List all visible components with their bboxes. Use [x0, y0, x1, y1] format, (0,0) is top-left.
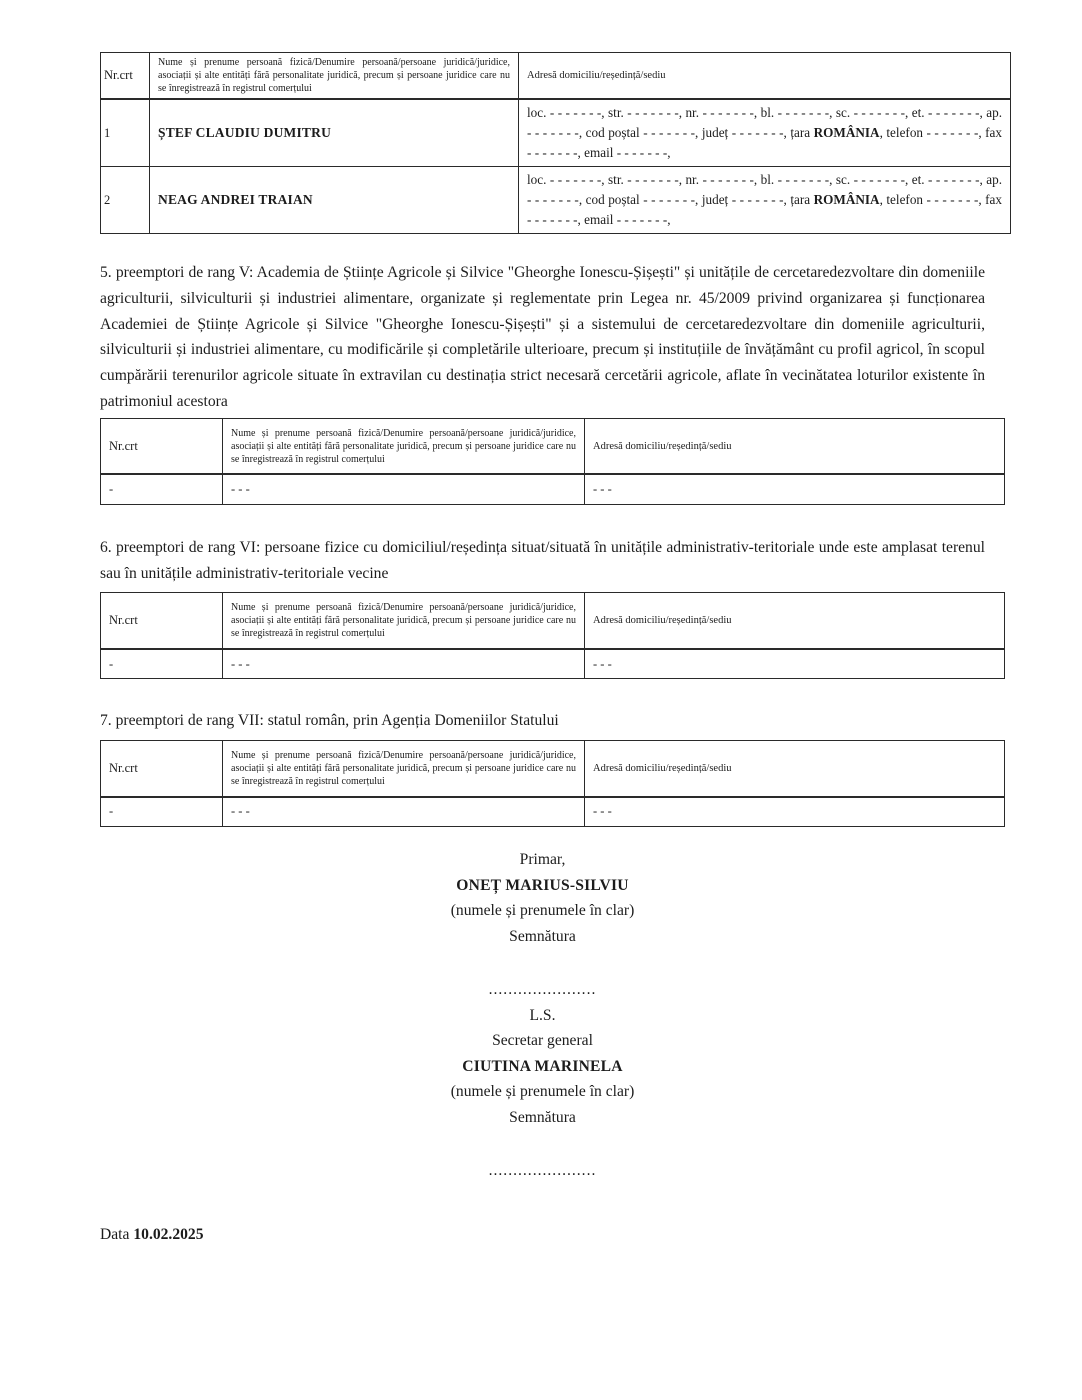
empty-name-cell: - - - [223, 649, 585, 679]
address-cell [519, 99, 1011, 167]
address-post: , telefon - - - - - - -, fax - - - - - - -, email - - - - - - -, [527, 125, 1002, 160]
empty-name-cell: - - - [223, 474, 585, 504]
table-header-nr: Nr.crt [101, 593, 223, 649]
table-header-nr: Nr.crt [101, 418, 223, 474]
table-header-name-text: Nume și prenume persoană fizică/Denumire persoană/persoane juridică/juridice, asociații și alte entități fără personalitate juridică, precum și persoane juridice care nu se înregistrează în registrul comerțului [231, 749, 576, 787]
table-header-nr: Nr.crt [101, 741, 223, 797]
table-header-name [223, 593, 585, 649]
table-header-address: Adresă domiciliu/reședință/sediu [585, 741, 1005, 797]
address-text [527, 170, 1002, 230]
person-name-cell [150, 167, 519, 234]
person-name-cell [150, 99, 519, 167]
row-number: 2 [101, 167, 150, 234]
table-header-name-text: Nume și prenume persoană fizică/Denumire persoană/persoane juridică/juridice, asociații și alte entități fără personalitate juridică, precum și persoane juridice care nu se înregistrează în registrul comerțului [231, 427, 576, 465]
secretary-title: Secretar general [492, 1032, 593, 1050]
empty-address-cell: - - - [585, 474, 1005, 504]
row-number: - [101, 797, 223, 827]
table-header-name-text: Nume și prenume persoană fizică/Denumire persoană/persoane juridică/juridice, asociații și alte entități fără personalitate juridică, precum și persoane juridice care nu se înregistrează în registrul comerțului [231, 602, 576, 640]
dots-line: ...................... [488, 981, 597, 999]
address-cell [519, 167, 1011, 234]
section-5-table [100, 418, 1005, 505]
address-pre: loc. - - - - - - -, str. - - - - - - -, nr. - - - - - - -, bl. - - - - - - -, sc. - - - - - - -, et. - - - - - - -, ap. - - - - - - -, cod poștal - - - - - - -, județ - - - - - - -, țara [527, 172, 1002, 207]
address-pre: loc. - - - - - - -, str. - - - - - - -, nr. - - - - - - -, bl. - - - - - - -, sc. - - - - - - -, et. - - - - - - -, ap. - - - - - - -, cod poștal - - - - - - -, județ - - - - - - -, țara [527, 105, 1002, 140]
table-row [101, 474, 1005, 504]
table-header-name [223, 741, 585, 797]
ls-label: L.S. [529, 1006, 556, 1024]
name-note: (numele și prenumele în clar) [450, 1083, 635, 1101]
section-6-paragraph: 6. preemptori de rang VI: persoane fizice cu domiciliul/reședința situat/situată în unitățile administrativ-teritoriale unde este amplasat terenul sau în unitățile administrativ-teritoriale vecine [100, 538, 985, 582]
address-country: ROMÂNIA [813, 125, 880, 140]
table-header-nr: Nr.crt [101, 53, 150, 100]
table-row [101, 649, 1005, 679]
table-header-row [101, 593, 1005, 649]
name-note: (numele și prenumele în clar) [450, 902, 635, 920]
empty-address-cell: - - - [585, 797, 1005, 827]
row-number: - [101, 474, 223, 504]
section-5-paragraph: 5. preemptori de rang V: Academia de Științe Agricole și Silvice "Gheorghe Ionescu-Șișești" și unitățile de cercetaredezvoltare din domeniile agriculturii, silviculturii și industriei alimentare, organizate și reglementate prin Legea nr. 45/2009 privind organizarea și funcționarea Academiei de Științe Agricole și Silvice "Gheorghe Ionescu-Șișești" și a sistemului de cercetaredezvoltare din domeniile agriculturii, silviculturii și industriei alimentare, cu modificările și completările ulterioare, precum și instituțiile de învățământ cu profil agricol, în scopul cumpărării terenurilor agricole situate în extravilan cu destinația strict necesară cercetării agricole, aflate în vecinătatea loturilor existente în patrimoniul acestora [100, 264, 985, 410]
address-post: , telefon - - - - - - -, fax - - - - - - -, email - - - - - - -, [527, 192, 1002, 227]
primar-title: Primar, [519, 851, 566, 869]
date-label: Data [100, 1225, 130, 1243]
section-7-table [100, 740, 1005, 827]
address-text [527, 103, 1002, 163]
secretary-name: CIUTINA MARINELA [462, 1057, 623, 1075]
dots-line: ...................... [488, 1162, 597, 1180]
signature-label: Semnătura [509, 927, 576, 945]
table-row [101, 99, 1011, 167]
row-number: - [101, 649, 223, 679]
section-7-paragraph: 7. preemptori de rang VII: statul român, prin Agenția Domeniilor Statului [100, 712, 559, 730]
section-6-table [100, 592, 1005, 679]
table-header-row [101, 418, 1005, 474]
address-country: ROMÂNIA [813, 192, 880, 207]
preemptors-table [100, 52, 1011, 234]
date-value: 10.02.2025 [133, 1225, 204, 1243]
table-header-row [101, 741, 1005, 797]
table-header-address: Adresă domiciliu/reședință/sediu [519, 53, 1011, 100]
table-header-name [150, 53, 519, 100]
primar-name: ONEȚ MARIUS-SILVIU [456, 876, 629, 894]
table-row [101, 167, 1011, 234]
table-header-address: Adresă domiciliu/reședință/sediu [585, 593, 1005, 649]
table-header-name [223, 418, 585, 474]
person-name: ȘTEF CLAUDIU DUMITRU [158, 125, 332, 140]
table-header-name-text: Nume și prenume persoană fizică/Denumire persoană/persoane juridică/juridice, asociații și alte entități fără personalitate juridică, precum și persoane juridice care nu se înregistrează în registrul comerțului [158, 57, 510, 94]
signature-block [100, 847, 985, 1184]
row-number: 1 [101, 99, 150, 167]
table-header-address: Adresă domiciliu/reședință/sediu [585, 418, 1005, 474]
table-row [101, 797, 1005, 827]
table-header-row [101, 53, 1011, 100]
empty-name-cell: - - - [223, 797, 585, 827]
signature-label: Semnătura [509, 1108, 576, 1126]
person-name: NEAG ANDREI TRAIAN [158, 192, 313, 207]
empty-address-cell: - - - [585, 649, 1005, 679]
date-line [100, 1226, 985, 1244]
